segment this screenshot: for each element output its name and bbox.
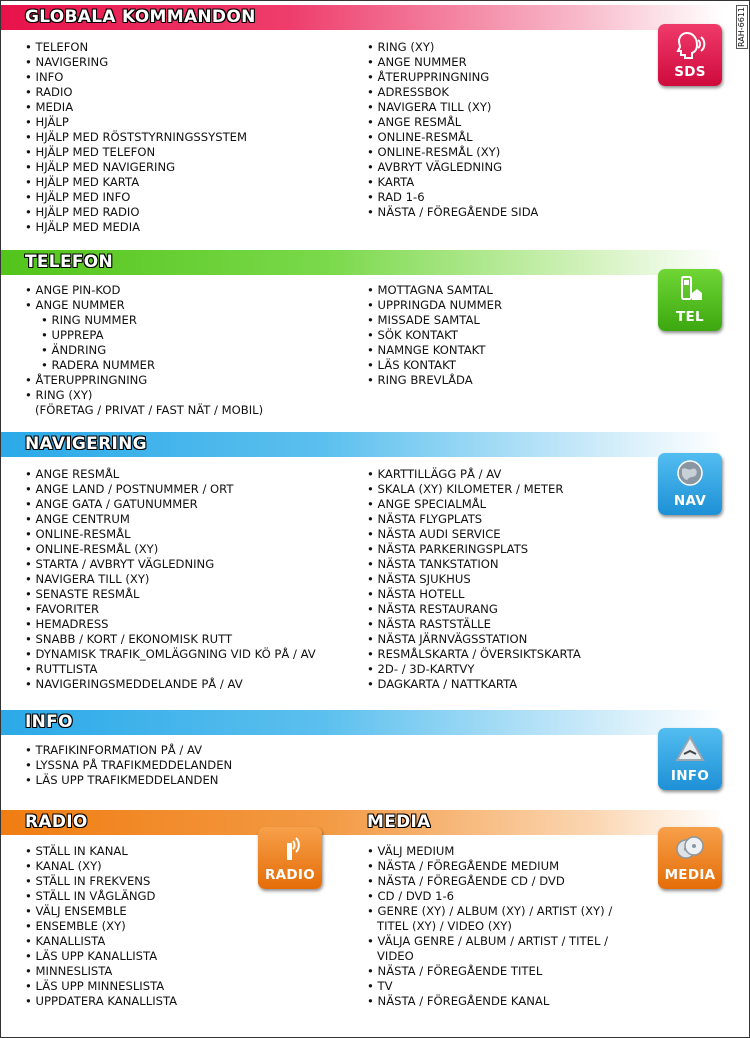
band-navigering: [1, 432, 723, 457]
list-item: • RAD 1-6: [367, 190, 538, 205]
list-item: • NÄSTA / FÖREGÅENDE CD / DVD: [367, 874, 612, 889]
list-item: • ANGE RESMÅL: [367, 115, 538, 130]
list-item: • UPPDATERA KANALLISTA: [25, 994, 177, 1009]
media-commands: [367, 844, 612, 1009]
list-item: • RING BREVLÅDA: [367, 373, 502, 388]
list-item: • NAMNGE KONTAKT: [367, 343, 502, 358]
media-label: MEDIA: [664, 867, 716, 883]
list-item: • LÄS UPP MINNESLISTA: [25, 979, 177, 994]
list-item: • MINNESLISTA: [25, 964, 177, 979]
nav-button[interactable]: [658, 453, 722, 515]
info-button[interactable]: [658, 728, 722, 790]
list-item: • SENASTE RESMÅL: [25, 587, 316, 602]
sds-label: SDS: [674, 64, 706, 80]
list-item: • HJÄLP MED TELEFON: [25, 145, 247, 160]
list-item: • ÅTERUPPRINGNING: [367, 70, 538, 85]
list-item: (FÖRETAG / PRIVAT / FAST NÄT / MOBIL): [35, 403, 264, 417]
list-item: • HJÄLP: [25, 115, 247, 130]
list-item: • TV: [367, 979, 612, 994]
radio-button[interactable]: [258, 827, 322, 889]
list-item: • LÄS UPP TRAFIKMEDDELANDEN: [25, 773, 232, 788]
list-item: • NAVIGERA TILL (XY): [367, 100, 538, 115]
list-item: • MOTTAGNA SAMTAL: [367, 283, 502, 298]
list-item: • LÄS UPP KANALLISTA: [25, 949, 177, 964]
radio-commands: [25, 844, 177, 1009]
list-item: • ANGE GATA / GATUNUMMER: [25, 497, 316, 512]
list-item: • ANGE SPECIALMÅL: [367, 497, 581, 512]
speech-head-icon: [673, 30, 707, 60]
list-item: • NÄSTA PARKERINGSPLATS: [367, 542, 581, 557]
list-item: • TELEFON: [25, 40, 247, 55]
list-item: • ONLINE-RESMÅL: [25, 527, 316, 542]
global-commands-left: [25, 40, 247, 235]
list-item: • HEMADRESS: [25, 617, 316, 632]
section-title-telefon: TELEFON: [25, 252, 114, 272]
list-item: • ONLINE-RESMÅL: [367, 130, 538, 145]
band-radio-media: [1, 810, 723, 835]
list-item: • RADERA NUMMER: [25, 358, 263, 373]
list-item: • ENSEMBLE (XY): [25, 919, 177, 934]
list-item: • RING (XY): [25, 388, 263, 403]
list-item: • KANALLISTA: [25, 934, 177, 949]
list-item: • VÄLJA GENRE / ALBUM / ARTIST / TITEL /: [367, 934, 612, 949]
section-title-info: INFO: [25, 712, 73, 732]
tel-label: TEL: [676, 309, 704, 325]
list-item: • NAVIGERA TILL (XY): [25, 572, 316, 587]
list-item: • KARTA: [367, 175, 538, 190]
list-item: • SÖK KONTAKT: [367, 328, 502, 343]
globe-icon: [673, 459, 707, 489]
list-item: • NÄSTA AUDI SERVICE: [367, 527, 581, 542]
info-commands: [25, 743, 232, 788]
list-item: • UPPRINGDA NUMMER: [367, 298, 502, 313]
list-item: • NÄSTA RESTAURANG: [367, 602, 581, 617]
phone-icon: [673, 275, 707, 305]
list-item: • GENRE (XY) / ALBUM (XY) / ARTIST (XY) /: [367, 904, 612, 919]
list-item: • ONLINE-RESMÅL (XY): [25, 542, 316, 557]
list-item: • VÄLJ MEDIUM: [367, 844, 612, 859]
list-item: • 2D- / 3D-KARTVY: [367, 662, 581, 677]
list-item: • ANGE NUMMER: [25, 298, 263, 313]
list-item: • RESMÅLSKARTA / ÖVERSIKTSKARTA: [367, 647, 581, 662]
section-title-navigering: NAVIGERING: [25, 434, 147, 454]
list-item: • STÄLL IN KANAL: [25, 844, 177, 859]
list-item: • MEDIA: [25, 100, 247, 115]
list-item: • UPPREPA: [25, 328, 263, 343]
list-item: • CD / DVD 1-6: [367, 889, 612, 904]
section-title-global: GLOBALA KOMMANDON: [25, 7, 256, 27]
list-item: • NÄSTA / FÖREGÅENDE KANAL: [367, 994, 612, 1009]
list-item: • TRAFIKINFORMATION PÅ / AV: [25, 743, 232, 758]
list-item: • KARTTILLÄGG PÅ / AV: [367, 467, 581, 482]
list-item: • NAVIGERINGSMEDDELANDE PÅ / AV: [25, 677, 316, 692]
navigering-commands-right: [367, 467, 581, 692]
list-item: • HJÄLP MED RADIO: [25, 205, 247, 220]
traffic-warning-icon: [673, 734, 707, 764]
list-item: • SKALA (XY) KILOMETER / METER: [367, 482, 581, 497]
list-item: • NAVIGERING: [25, 55, 247, 70]
list-item: • NÄSTA / FÖREGÅENDE TITEL: [367, 964, 612, 979]
radio-label: RADIO: [264, 867, 316, 883]
list-item: • HJÄLP MED MEDIA: [25, 220, 247, 235]
antenna-icon: [273, 833, 307, 863]
list-item: • RING NUMMER: [25, 313, 263, 328]
band-telefon: [1, 250, 723, 275]
list-item: TITEL (XY) / VIDEO (XY): [377, 919, 512, 933]
band-info: [1, 710, 723, 735]
list-item: VIDEO: [377, 949, 414, 963]
telefon-commands-right: [367, 283, 502, 388]
list-item: • ANGE LAND / POSTNUMMER / ORT: [25, 482, 316, 497]
list-item: • ANGE NUMMER: [367, 55, 538, 70]
list-item: • NÄSTA / FÖREGÅENDE MEDIUM: [367, 859, 612, 874]
list-item: • KANAL (XY): [25, 859, 177, 874]
list-item: • MISSADE SAMTAL: [367, 313, 502, 328]
list-item: • NÄSTA TANKSTATION: [367, 557, 581, 572]
global-commands-right: [367, 40, 538, 220]
list-item: • RUTTLISTA: [25, 662, 316, 677]
list-item: • DAGKARTA / NATTKARTA: [367, 677, 581, 692]
list-item: • NÄSTA HOTELL: [367, 587, 581, 602]
list-item: • VÄLJ ENSEMBLE: [25, 904, 177, 919]
sds-button[interactable]: [658, 24, 722, 86]
list-item: • HJÄLP MED RÖSTSTYRNINGSSYSTEM: [25, 130, 247, 145]
list-item: • INFO: [25, 70, 247, 85]
band-global: [1, 5, 723, 30]
list-item: • NÄSTA / FÖREGÅENDE SIDA: [367, 205, 538, 220]
telefon-commands-left: [25, 283, 263, 418]
navigering-commands-left: [25, 467, 316, 692]
list-item: • SNABB / KORT / EKONOMISK RUTT: [25, 632, 316, 647]
discs-icon: [673, 833, 707, 863]
list-item: • RING (XY): [367, 40, 538, 55]
list-item: • ONLINE-RESMÅL (XY): [367, 145, 538, 160]
list-item: • STÄLL IN VÅGLÄNGD: [25, 889, 177, 904]
list-item: • HJÄLP MED KARTA: [25, 175, 247, 190]
list-item: • NÄSTA SJUKHUS: [367, 572, 581, 587]
list-item: • NÄSTA RASTSTÄLLE: [367, 617, 581, 632]
list-item: • FAVORITER: [25, 602, 316, 617]
nav-label: NAV: [673, 493, 707, 509]
section-title-media: MEDIA: [367, 812, 431, 832]
list-item: • ÅTERUPPRINGNING: [25, 373, 263, 388]
media-button[interactable]: [658, 827, 722, 889]
list-item: • NÄSTA JÄRNVÄGSSTATION: [367, 632, 581, 647]
list-item: • ANGE CENTRUM: [25, 512, 316, 527]
list-item: • STARTA / AVBRYT VÄGLEDNING: [25, 557, 316, 572]
section-title-radio: RADIO: [25, 812, 88, 832]
list-item: • NÄSTA FLYGPLATS: [367, 512, 581, 527]
list-item: • ANGE RESMÅL: [25, 467, 316, 482]
list-item: • ADRESSBOK: [367, 85, 538, 100]
list-item: • LÄS KONTAKT: [367, 358, 502, 373]
document-code: RAH-6611: [737, 7, 746, 47]
list-item: • ÄNDRING: [25, 343, 263, 358]
list-item: • STÄLL IN FREKVENS: [25, 874, 177, 889]
list-item: • HJÄLP MED INFO: [25, 190, 247, 205]
list-item: • AVBRYT VÄGLEDNING: [367, 160, 538, 175]
tel-button[interactable]: [658, 269, 722, 331]
list-item: • ANGE PIN-KOD: [25, 283, 263, 298]
list-item: • HJÄLP MED NAVIGERING: [25, 160, 247, 175]
list-item: • RADIO: [25, 85, 247, 100]
info-label: INFO: [670, 768, 710, 784]
list-item: • DYNAMISK TRAFIK_OMLÄGGNING VID KÖ PÅ / AV: [25, 647, 316, 662]
list-item: • LYSSNA PÅ TRAFIKMEDDELANDEN: [25, 758, 232, 773]
